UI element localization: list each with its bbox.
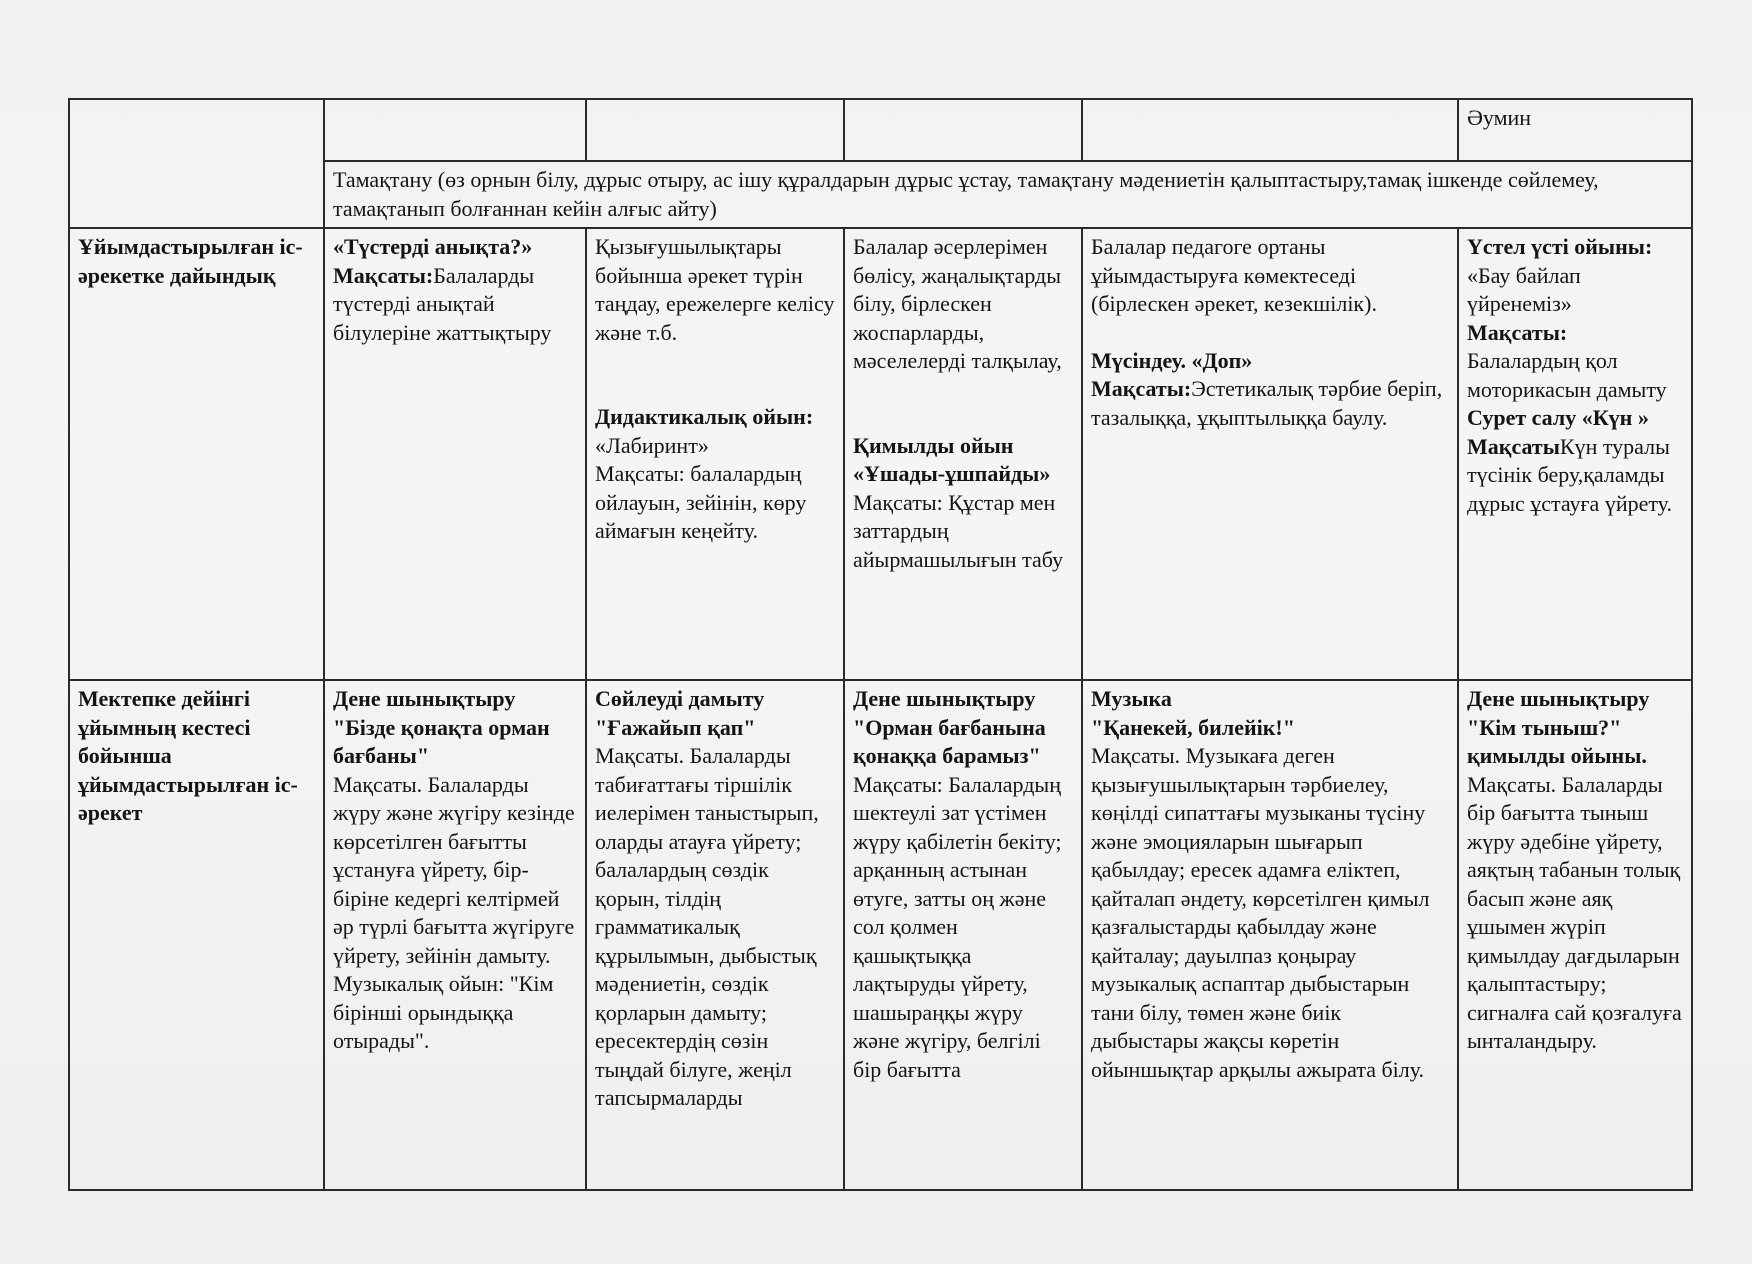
prep-col3-game-title: Дидактикалық ойын: (595, 404, 814, 429)
sched-col6-goal: Мақсаты. Балаларды бір бағытта тыныш жүру әдебіне үйрету, аяқтың табанын толық басып және аяқ ұшымен жүріп қимылдау дағдыларын қалыптастыру; сигналға сай қозғалуға ынталандыру. (1467, 771, 1682, 1053)
prep-col5-intro: Балалар педагоге ортаны ұйымдастыруға көмектеседі (бірлескен әрекет, кезекшілік). (1091, 234, 1377, 316)
sched-cell-col4 (844, 680, 1082, 1190)
prep-col2-title: «Түстерді анықта?» (333, 234, 533, 259)
top-cell-col6: Әумин (1458, 99, 1692, 161)
table-row-schedule (69, 680, 1692, 1190)
prep-col4-goal: Мақсаты: Құстар мен заттардың айырмашылығын табу (853, 489, 1064, 572)
sched-col2-game: Музыкалық ойын: "Кім бірінші орындыққа отырады". (333, 971, 554, 1053)
sched-label: Мектепке дейінгі ұйымның кестесі бойынша ұйымдастырылған іс-әрекет (69, 680, 324, 1190)
sched-cell-col5 (1082, 680, 1458, 1190)
lesson-plan-table (68, 98, 1693, 1191)
prep-col6-goal: Балалардың қол моторикасын дамыту (1467, 348, 1667, 402)
sched-cell-col2 (324, 680, 586, 1190)
sched-col5-title: "Қанекей, билейік!" (1091, 714, 1295, 740)
prep-col5-goal-label: Мақсаты: (1091, 376, 1192, 401)
prep-col6-game-name: «Бау байлап үйренеміз» (1467, 262, 1581, 316)
sched-col5-subject: Музыка (1091, 686, 1172, 711)
empty-cell (586, 99, 844, 161)
table-row-top (69, 99, 1692, 161)
table-row-preparation (69, 228, 1692, 680)
eating-cell: Тамақтану (өз орнын білу, дұрыс отыру, ас ішу құралдарын дұрыс ұстау, тамақтану мәдениетін қалыптастыру,тамақ ішкенде сөйлемеу, тамақтанып болғаннан кейін алғыс айту) (324, 161, 1692, 228)
sched-col3-goal: Мақсаты. Балаларды табиғаттағы тіршілік иелерімен таныстырып, оларды атауға үйрету; балалардың сөздік қорын, тілдің грамматикалық құрылымын, дыбыстық мәдениетін, сөздік қорларын дамыту; ересектердің сөзін тыңдай білуге, жеңіл тапсырмаларды (595, 743, 819, 1110)
prep-col2-goal: Балаларды түстерді анықтай білулеріне жаттықтыру (333, 262, 552, 345)
sched-col5-goal: Мақсаты. Музыкаға деген қызығушылықтарын тәрбиелеу, көңілді сипаттағы музыканы түсіну және эмоцияларын шығарып қабылдау; ересек адамға еліктеп, қайталап әндету, көрсетілген қимыл қазғалыстарды қабылдау және қайталау; дауылпаз қоңырау музыкалық аспаптар дыбыстарын тани білу, төмен және биік дыбыстары жақсы көретін ойыншықтар арқылы ажырата білу. (1091, 743, 1430, 1082)
sched-col4-subject: Дене шынықтыру (853, 686, 1036, 711)
sched-col3-subject: Сөйлеуді дамыту (595, 686, 765, 711)
prep-cell-col6 (1458, 228, 1692, 680)
sched-col2-title: "Бізде қонақта орман бағбаны" (333, 714, 550, 768)
prep-col6-draw-goal-label: Мақсаты (1467, 433, 1560, 459)
prep-col5-title: Мүсіндеу. «Доп» (1091, 347, 1253, 373)
sched-col6-subject: Дене шынықтыру (1467, 686, 1650, 711)
prep-col5-goal: Эстетикалық тәрбие беріп, тазалыққа, ұқыптылыққа баулу. (1091, 376, 1443, 430)
prep-col4-game-title: Қимылды ойын «Ұшады-ұшпайды» (853, 432, 1051, 486)
sched-col2-goal: Мақсаты. Балаларды жүру және жүгіру кезінде көрсетілген бағытты ұстануға үйрету, бір-біріне кедергі келтірмей әр түрлі бағытта жүгіруге үйрету, зейінін дамыту. (333, 771, 575, 968)
sched-col4-goal: Мақсаты: Балалардың шектеулі зат үстімен жүру қабілетін бекіту; арқанның астынан өтуге, затты оң және сол қолмен қашықтыққа лақтыруды үйрету, шашыраңқы жүру және жүгіру, белгілі бір бағытта (853, 771, 1062, 1082)
prep-cell-col4 (844, 228, 1082, 680)
empty-cell (69, 99, 324, 228)
empty-cell (1082, 99, 1458, 161)
sched-col3-title: "Ғажайып қап" (595, 714, 756, 740)
prep-col4-intro: Балалар әсерлерімен бөлісу, жаңалықтарды білу, бірлескен жоспарларды, мәселелерді талқылау, (853, 234, 1062, 373)
sched-cell-col3 (586, 680, 844, 1190)
sched-col2-subject: Дене шынықтыру (333, 686, 516, 711)
prep-cell-col5 (1082, 228, 1458, 680)
prep-col3-intro: Қызығушылықтары бойынша әрекет түрін таңдау, ережелерге келісу және т.б. (595, 234, 835, 345)
prep-col3-game-name: «Лабиринт» (595, 432, 709, 458)
sched-col4-title: "Орман бағбанына қонаққа барамыз" (853, 714, 1046, 768)
prep-label: Ұйымдастырылған іс-әрекетке дайындық (69, 228, 324, 680)
sched-cell-col6 (1458, 680, 1692, 1190)
sched-col6-title: "Кім тыныш?" қимылды ойыны. (1467, 714, 1647, 768)
prep-col6-goal-label: Мақсаты: (1467, 319, 1568, 345)
prep-cell-col3 (586, 228, 844, 680)
empty-cell (844, 99, 1082, 161)
prep-cell-col2 (324, 228, 586, 680)
prep-col6-game-title: Үстел үсті ойыны: (1467, 234, 1653, 259)
empty-cell (324, 99, 586, 161)
prep-col6-draw-goal: Күн туралы түсінік беру,қаламды дұрыс ұстауға үйрету. (1467, 433, 1672, 516)
prep-col6-draw-title: Сурет салу «Күн » (1467, 405, 1649, 430)
prep-col2-goal-label: Мақсаты: (333, 262, 434, 288)
prep-col3-goal: Мақсаты: балалардың ойлауын, зейінін, көру аймағын кеңейту. (595, 461, 807, 543)
